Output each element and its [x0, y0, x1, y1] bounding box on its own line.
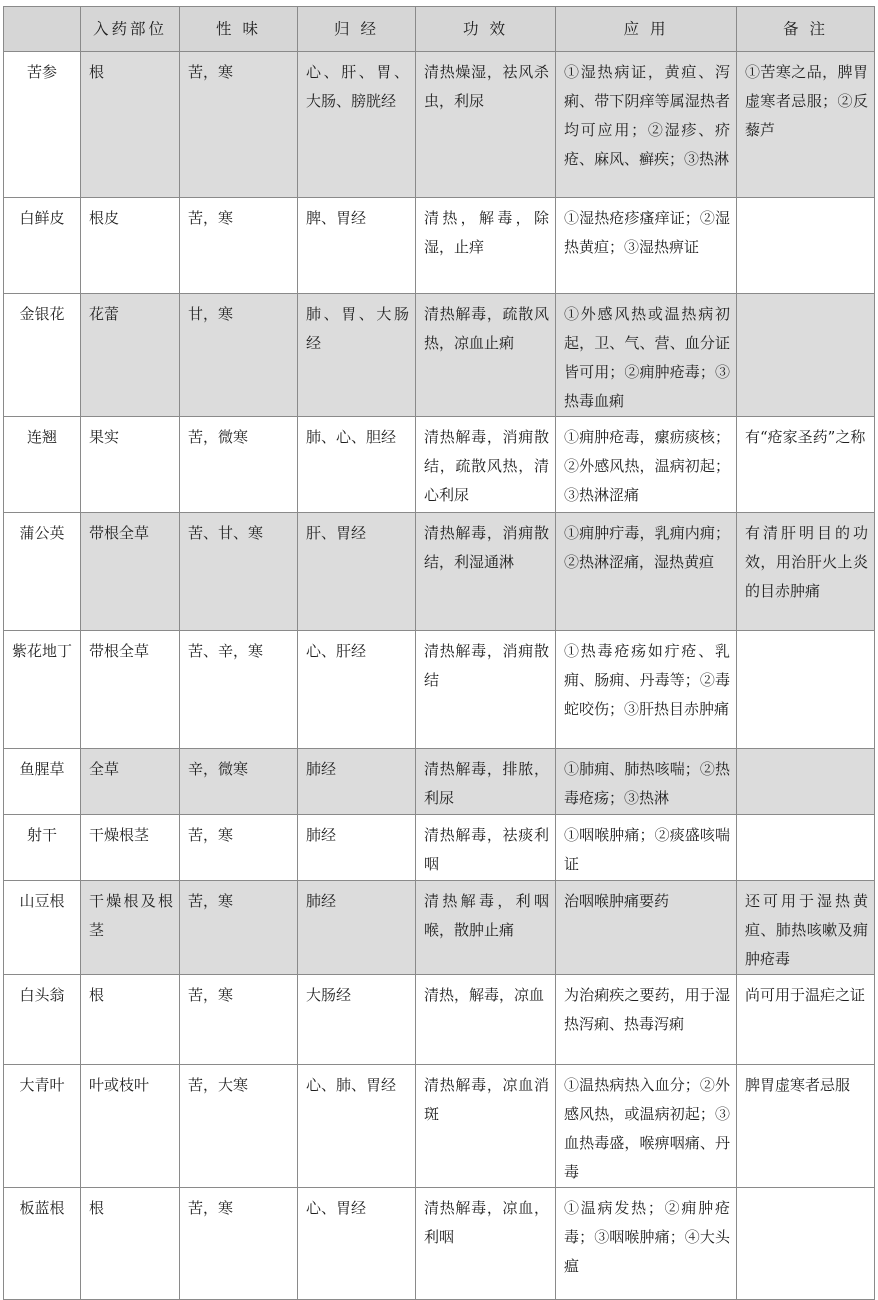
- table-row: [4, 749, 875, 815]
- cell-name: 板蓝根: [4, 1188, 81, 1300]
- cell-name: 山豆根: [4, 881, 81, 975]
- header-use: 应 用: [556, 7, 737, 52]
- cell-part: 根: [81, 975, 180, 1065]
- cell-part: 全草: [81, 749, 180, 815]
- cell-effect: 清热解毒，祛痰利咽: [416, 815, 556, 881]
- cell-taste: 苦，寒: [180, 198, 298, 294]
- cell-use: ①痈肿疮毒，瘰疬痰核；②外感风热，温病初起；③热淋涩痛: [556, 417, 737, 513]
- cell-part: 果实: [81, 417, 180, 513]
- cell-taste: 苦，寒: [180, 881, 298, 975]
- cell-part: 根: [81, 52, 180, 198]
- cell-effect: 清热解毒，消痈散结，疏散风热，清心利尿: [416, 417, 556, 513]
- cell-channel: 心、胃经: [298, 1188, 416, 1300]
- cell-use: ①热毒疮疡如疔疮、乳痈、肠痈、丹毒等；②毒蛇咬伤；③肝热目赤肿痛: [556, 631, 737, 749]
- cell-use: ①外感风热或温热病初起，卫、气、营、血分证皆可用；②痈肿疮毒；③热毒血痢: [556, 294, 737, 417]
- table-row: [4, 1065, 875, 1188]
- cell-channel: 脾、胃经: [298, 198, 416, 294]
- table-row: [4, 417, 875, 513]
- cell-effect: 清热，解毒，除湿，止痒: [416, 198, 556, 294]
- header-row: [4, 7, 875, 52]
- table-row: [4, 513, 875, 631]
- cell-channel: 肺经: [298, 881, 416, 975]
- cell-note: [737, 631, 875, 749]
- cell-name: 苦参: [4, 52, 81, 198]
- cell-channel: 肝、胃经: [298, 513, 416, 631]
- header-channel: 归 经: [298, 7, 416, 52]
- cell-use: ①湿热病证，黄疸、泻痢、带下阴痒等属湿热者均可应用；②湿疹、疥疮、麻风、癣疾；③热淋: [556, 52, 737, 198]
- cell-taste: 苦，寒: [180, 975, 298, 1065]
- cell-effect: 清热燥湿，祛风杀虫，利尿: [416, 52, 556, 198]
- cell-channel: 心、肝经: [298, 631, 416, 749]
- cell-effect: 清热解毒，凉血消斑: [416, 1065, 556, 1188]
- cell-note: ①苦寒之品，脾胃虚寒者忌服；②反藜芦: [737, 52, 875, 198]
- cell-taste: 辛，微寒: [180, 749, 298, 815]
- cell-channel: 心、肝、胃、大肠、膀胱经: [298, 52, 416, 198]
- cell-taste: 苦，微寒: [180, 417, 298, 513]
- cell-channel: 心、肺、胃经: [298, 1065, 416, 1188]
- header-effect: 功 效: [416, 7, 556, 52]
- cell-taste: 苦，寒: [180, 815, 298, 881]
- cell-effect: 清热解毒，疏散风热，凉血止痢: [416, 294, 556, 417]
- cell-part: 根: [81, 1188, 180, 1300]
- cell-note: [737, 198, 875, 294]
- cell-name: 射干: [4, 815, 81, 881]
- header-name: [4, 7, 81, 52]
- cell-effect: 清热解毒，利咽喉，散肿止痛: [416, 881, 556, 975]
- cell-channel: 肺经: [298, 749, 416, 815]
- table-row: [4, 975, 875, 1065]
- cell-taste: 苦、甘、寒: [180, 513, 298, 631]
- header-taste: 性 味: [180, 7, 298, 52]
- cell-part: 干燥根及根茎: [81, 881, 180, 975]
- cell-note: 还可用于湿热黄疸、肺热咳嗽及痈肿疮毒: [737, 881, 875, 975]
- cell-use: 为治痢疾之要药，用于湿热泻痢、热毒泻痢: [556, 975, 737, 1065]
- header-part: 入药部位: [81, 7, 180, 52]
- cell-taste: 甘，寒: [180, 294, 298, 417]
- cell-effect: 清热，解毒，凉血: [416, 975, 556, 1065]
- table-row: [4, 881, 875, 975]
- table-row: [4, 631, 875, 749]
- table-header: [4, 7, 875, 52]
- cell-note: [737, 749, 875, 815]
- cell-note: 脾胃虚寒者忌服: [737, 1065, 875, 1188]
- cell-part: 干燥根茎: [81, 815, 180, 881]
- cell-effect: 清热解毒，凉血，利咽: [416, 1188, 556, 1300]
- cell-use: ①痈肿疔毒，乳痈内痈；②热淋涩痛，湿热黄疸: [556, 513, 737, 631]
- cell-taste: 苦，寒: [180, 1188, 298, 1300]
- cell-name: 白鲜皮: [4, 198, 81, 294]
- cell-channel: 肺、胃、大肠经: [298, 294, 416, 417]
- cell-effect: 清热解毒，消痈散结，利湿通淋: [416, 513, 556, 631]
- cell-effect: 清热解毒，消痈散结: [416, 631, 556, 749]
- cell-part: 带根全草: [81, 631, 180, 749]
- cell-taste: 苦，大寒: [180, 1065, 298, 1188]
- cell-part: 花蕾: [81, 294, 180, 417]
- cell-part: 带根全草: [81, 513, 180, 631]
- cell-note: [737, 815, 875, 881]
- cell-use: ①温热病热入血分；②外感风热，或温病初起；③血热毒盛，喉痹咽痛、丹毒: [556, 1065, 737, 1188]
- cell-note: [737, 1188, 875, 1300]
- cell-taste: 苦，寒: [180, 52, 298, 198]
- cell-use: ①温病发热；②痈肿疮毒；③咽喉肿痛；④大头瘟: [556, 1188, 737, 1300]
- table-row: [4, 52, 875, 198]
- cell-note: 有清肝明目的功效，用治肝火上炎的目赤肿痛: [737, 513, 875, 631]
- cell-name: 蒲公英: [4, 513, 81, 631]
- cell-channel: 肺经: [298, 815, 416, 881]
- cell-name: 连翘: [4, 417, 81, 513]
- cell-effect: 清热解毒，排脓，利尿: [416, 749, 556, 815]
- cell-channel: 肺、心、胆经: [298, 417, 416, 513]
- cell-use: ①咽喉肿痛；②痰盛咳喘证: [556, 815, 737, 881]
- cell-use: ①肺痈、肺热咳喘；②热毒疮疡；③热淋: [556, 749, 737, 815]
- cell-name: 金银花: [4, 294, 81, 417]
- herb-table: [3, 6, 875, 1300]
- header-note: 备 注: [737, 7, 875, 52]
- cell-note: [737, 294, 875, 417]
- table-row: [4, 198, 875, 294]
- table-body: [4, 52, 875, 1300]
- cell-use: ①湿热疮疹瘙痒证；②湿热黄疸；③湿热痹证: [556, 198, 737, 294]
- cell-name: 鱼腥草: [4, 749, 81, 815]
- table-row: [4, 815, 875, 881]
- table-row: [4, 294, 875, 417]
- cell-name: 大青叶: [4, 1065, 81, 1188]
- cell-name: 紫花地丁: [4, 631, 81, 749]
- cell-part: 叶或枝叶: [81, 1065, 180, 1188]
- table-row: [4, 1188, 875, 1300]
- cell-part: 根皮: [81, 198, 180, 294]
- cell-taste: 苦、辛，寒: [180, 631, 298, 749]
- cell-channel: 大肠经: [298, 975, 416, 1065]
- cell-note: 尚可用于温疟之证: [737, 975, 875, 1065]
- cell-use: 治咽喉肿痛要药: [556, 881, 737, 975]
- cell-name: 白头翁: [4, 975, 81, 1065]
- cell-note: 有“疮家圣药”之称: [737, 417, 875, 513]
